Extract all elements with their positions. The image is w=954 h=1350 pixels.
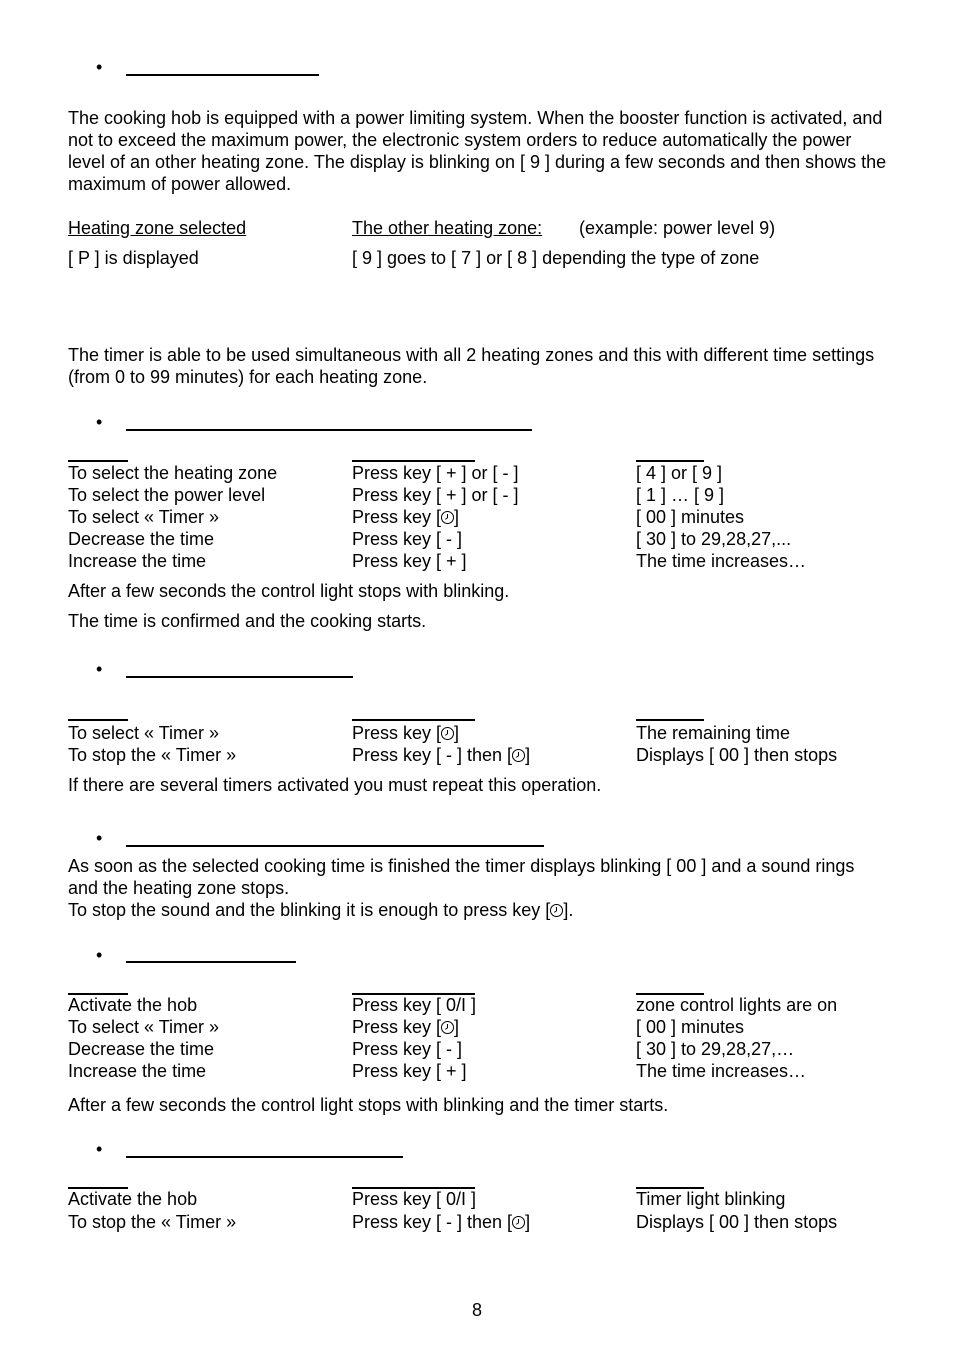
clock-icon [441,727,454,740]
step-label: To select « Timer » [68,723,220,743]
step-label: Decrease the time [68,529,215,549]
step-action: Press key [ - ] then [ ] [352,1212,531,1232]
power-head-col1: Heating zone selected [68,218,247,238]
table-row [0,1211,954,1233]
section3-text: As soon as the selected cooking time is finished the timer displays blinking [ 00 ] and a sound rings and the heating zone stops. [68,856,855,898]
step-action: Press key [ 0/I ] [352,995,477,1015]
table-row [0,744,954,766]
table-row [0,484,954,506]
section3-text2: To stop the sound and the blinking it is enough to press key [ ]. [68,900,574,920]
table-row [0,994,954,1016]
step-label: To select « Timer » [68,1017,220,1037]
col-heading-line [68,719,128,721]
step-result: Timer light blinking [636,1189,786,1209]
power-row-col2: [ 9 ] goes to [ 7 ] or [ 8 ] depending the type of zone [352,248,760,268]
section2-note: If there are several timers activated you must repeat this operation. [68,775,602,795]
bullet [96,660,102,678]
step-result: [ 4 ] or [ 9 ] [636,463,723,483]
step-label: To select the power level [68,485,266,505]
clock-icon [512,1216,525,1229]
power-table-row [0,247,954,269]
power-head-note: (example: power level 9) [579,218,776,238]
power-row-col1: [ P ] is displayed [68,248,199,268]
section4-note: After a few seconds the control light stops with blinking and the timer starts. [68,1095,669,1115]
table-row [0,1060,954,1082]
bullet [96,413,102,431]
step-action: Press key [ + ] or [ - ] [352,485,519,505]
step-action: Press key [ ] [352,723,460,743]
heading-line [126,429,532,431]
step-action: Press key [ ] [352,1017,460,1037]
step-label: To select the heating zone [68,463,278,483]
page-number: 8 [471,1300,482,1320]
intro-paragraph: The cooking hob is equipped with a power limiting system. When the booster function is activated, and not to exceed the maximum power, the electronic system orders to reduce automatically the power level of an other heating zone. The display is blinking on [ 9 ] during a few seconds and then shows the maximum of power allowed. [68,108,887,194]
table-row [0,1038,954,1060]
timer-intro-paragraph: The timer is able to be used simultaneous with all 2 heating zones and this with different time settings (from 0 to 99 minutes) for each heating zone. [68,345,875,387]
power-table-header [0,217,954,239]
step-action: Press key [ - ] [352,529,463,549]
step-label: Increase the time [68,551,207,571]
table-row [0,462,954,484]
step-action: Press key [ + ] [352,551,467,571]
bullet [96,1140,102,1158]
section1-note2: The time is confirmed and the cooking starts. [68,611,427,631]
heading-line [126,74,319,76]
table-row [0,1188,954,1210]
step-action: Press key [ 0/I ] [352,1189,477,1209]
section1-note1: After a few seconds the control light stops with blinking. [68,581,510,601]
step-label: To select « Timer » [68,507,220,527]
heading-line [126,961,296,963]
table-row [0,1016,954,1038]
step-result: The time increases… [636,1061,807,1081]
table-row [0,722,954,744]
step-label: Activate the hob [68,995,198,1015]
table-row [0,528,954,550]
step-action: Press key [ - ] [352,1039,463,1059]
step-result: [ 00 ] minutes [636,1017,745,1037]
step-result: [ 1 ] … [ 9 ] [636,485,725,505]
table-row [0,506,954,528]
bullet [96,829,102,847]
step-label: Activate the hob [68,1189,198,1209]
step-label: To stop the « Timer » [68,1212,237,1232]
table-row [0,550,954,572]
step-result: The remaining time [636,723,791,743]
step-action: Press key [ + ] or [ - ] [352,463,519,483]
step-result: [ 00 ] minutes [636,507,745,527]
step-result: Displays [ 00 ] then stops [636,1212,838,1232]
step-action: Press key [ - ] then [ ] [352,745,531,765]
power-head-col2: The other heating zone: [352,218,543,238]
clock-icon [512,749,525,762]
step-result: zone control lights are on [636,995,838,1015]
step-label: To stop the « Timer » [68,745,237,765]
col-heading-line [352,719,475,721]
clock-icon [441,1021,454,1034]
clock-icon [441,511,454,524]
clock-icon [550,904,563,917]
bullet [96,946,102,964]
heading-line [126,845,544,847]
step-action: Press key [ ] [352,507,460,527]
heading-line [126,676,353,678]
step-label: Decrease the time [68,1039,215,1059]
step-result: Displays [ 00 ] then stops [636,745,838,765]
step-action: Press key [ + ] [352,1061,467,1081]
bullet [96,58,102,76]
step-result: The time increases… [636,551,807,571]
step-result: [ 30 ] to 29,28,27,… [636,1039,795,1059]
col-heading-line [636,719,704,721]
step-result: [ 30 ] to 29,28,27,... [636,529,792,549]
heading-line [126,1156,403,1158]
step-label: Increase the time [68,1061,207,1081]
